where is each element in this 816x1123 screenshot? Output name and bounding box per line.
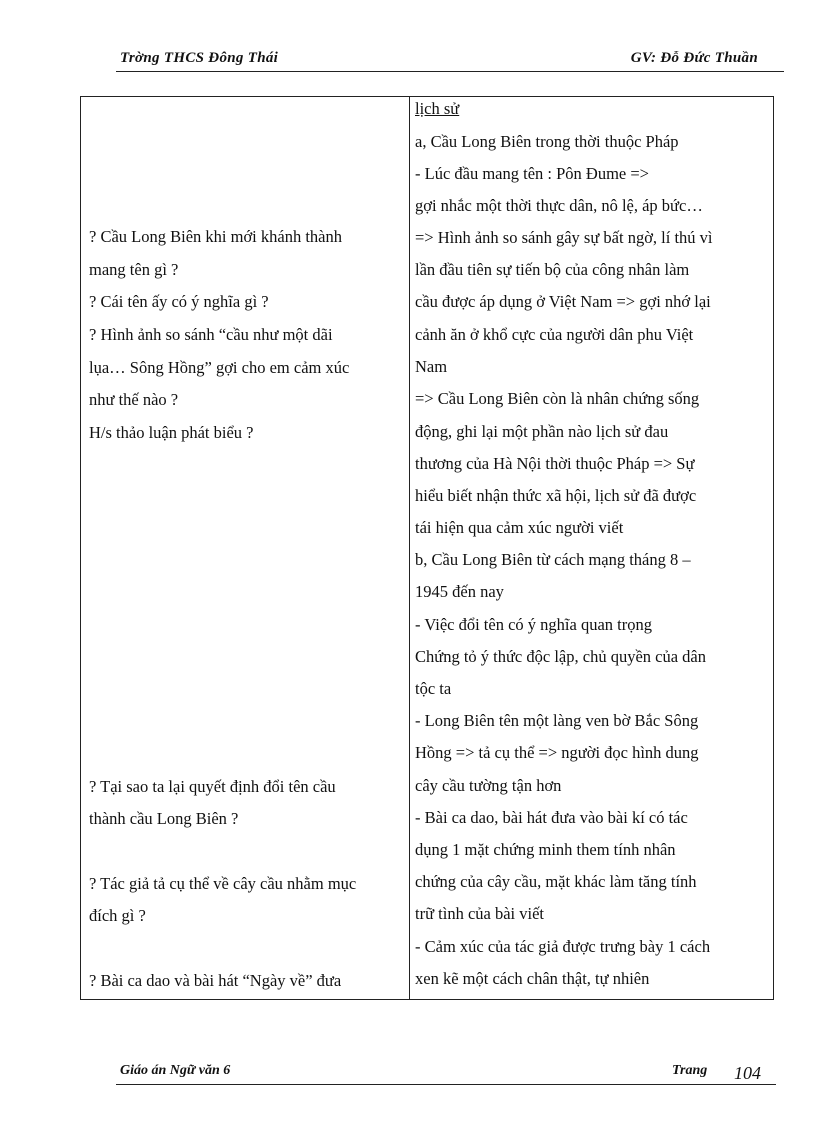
teacher-name: GV: Đỗ Đức Thuần	[630, 50, 758, 66]
question-line: lụa… Sông Hồng” gợi cho em cảm xúc	[89, 358, 350, 377]
answer-line: cây cầu tường tận hơn	[415, 776, 562, 795]
question-line: H/s thảo luận phát biểu ?	[89, 423, 254, 442]
school-name: Trờng THCS Đông Thái	[120, 50, 279, 66]
answer-line: trữ tình của bài viết	[415, 904, 544, 923]
question-line: như thế nào ?	[89, 390, 179, 409]
column-divider	[409, 97, 410, 999]
answer-line: Hồng => tả cụ thể => người đọc hình dung	[415, 743, 699, 762]
page-header	[120, 48, 784, 72]
question-line: ? Tác giả tả cụ thể về cây cầu nhằm mục	[89, 874, 357, 893]
answer-line: dụng 1 mặt chứng minh them tính nhân	[415, 840, 676, 859]
answer-line: thương của Hà Nội thời thuộc Pháp => Sự	[415, 454, 695, 473]
answer-line: tái hiện qua cảm xúc người viết	[415, 518, 624, 537]
header-rule	[116, 71, 784, 72]
answer-line: Chứng tỏ ý thức độc lập, chủ quyền của dân	[415, 647, 706, 666]
answer-line: - Bài ca dao, bài hát đưa vào bài kí có tác	[415, 808, 688, 827]
question-line: ? Cái tên ấy có ý nghĩa gì ?	[89, 292, 269, 311]
page-number: 104	[734, 1063, 761, 1083]
answer-line: gợi nhắc một thời thực dân, nô lệ, áp bức…	[415, 196, 703, 215]
answer-line: động, ghi lại một phần nào lịch sử đau	[415, 422, 669, 441]
answer-line: 1945 đến nay	[415, 582, 504, 601]
answer-line: b, Cầu Long Biên từ cách mạng tháng 8 –	[415, 550, 691, 569]
footer-title: Giáo án Ngữ văn 6	[120, 1063, 231, 1078]
answer-line: xen kẽ một cách chân thật, tự nhiên	[415, 969, 650, 988]
question-line: ? Cầu Long Biên khi mới khánh thành	[89, 227, 342, 246]
question-line: ? Tại sao ta lại quyết định đổi tên cầu	[89, 777, 336, 796]
footer-rule	[116, 1084, 776, 1085]
answer-line: - Long Biên tên một làng ven bờ Bắc Sông	[415, 711, 699, 730]
answer-line: hiểu biết nhận thức xã hội, lịch sử đã được	[415, 486, 697, 505]
footer-page-label: Trang	[672, 1063, 708, 1078]
answer-line: chứng của cây cầu, mặt khác làm tăng tính	[415, 872, 697, 891]
answer-line: => Hình ảnh so sánh gây sự bất ngờ, lí thú vì	[415, 228, 713, 247]
answer-line: cảnh ăn ở khổ cực của người dân phu Việt	[415, 325, 694, 344]
answer-line: => Cầu Long Biên còn là nhân chứng sống	[415, 389, 700, 408]
question-line: ? Hình ảnh so sánh “cầu như một dãi	[89, 325, 333, 344]
answer-line: tộc ta	[415, 679, 452, 698]
answer-line: a, Cầu Long Biên trong thời thuộc Pháp	[415, 132, 679, 151]
question-line: ? Bài ca dao và bài hát “Ngày về” đưa	[89, 971, 342, 990]
question-line: mang tên gì ?	[89, 260, 179, 279]
answer-line: lịch sử	[415, 99, 460, 118]
answer-line: cầu được áp dụng ở Việt Nam => gợi nhớ lại	[415, 292, 711, 311]
answer-line: - Lúc đầu mang tên : Pôn Đume =>	[415, 164, 649, 183]
answer-line: - Việc đổi tên có ý nghĩa quan trọng	[415, 615, 652, 634]
answer-line: - Cảm xúc của tác giả được trưng bày 1 cách	[415, 937, 711, 956]
answer-line: lần đầu tiên sự tiến bộ của công nhân làm	[415, 260, 690, 279]
question-line: đích gì ?	[89, 906, 146, 925]
answer-line: Nam	[415, 357, 448, 376]
question-line: thành cầu Long Biên ?	[89, 809, 239, 828]
lesson-table	[80, 96, 774, 1000]
